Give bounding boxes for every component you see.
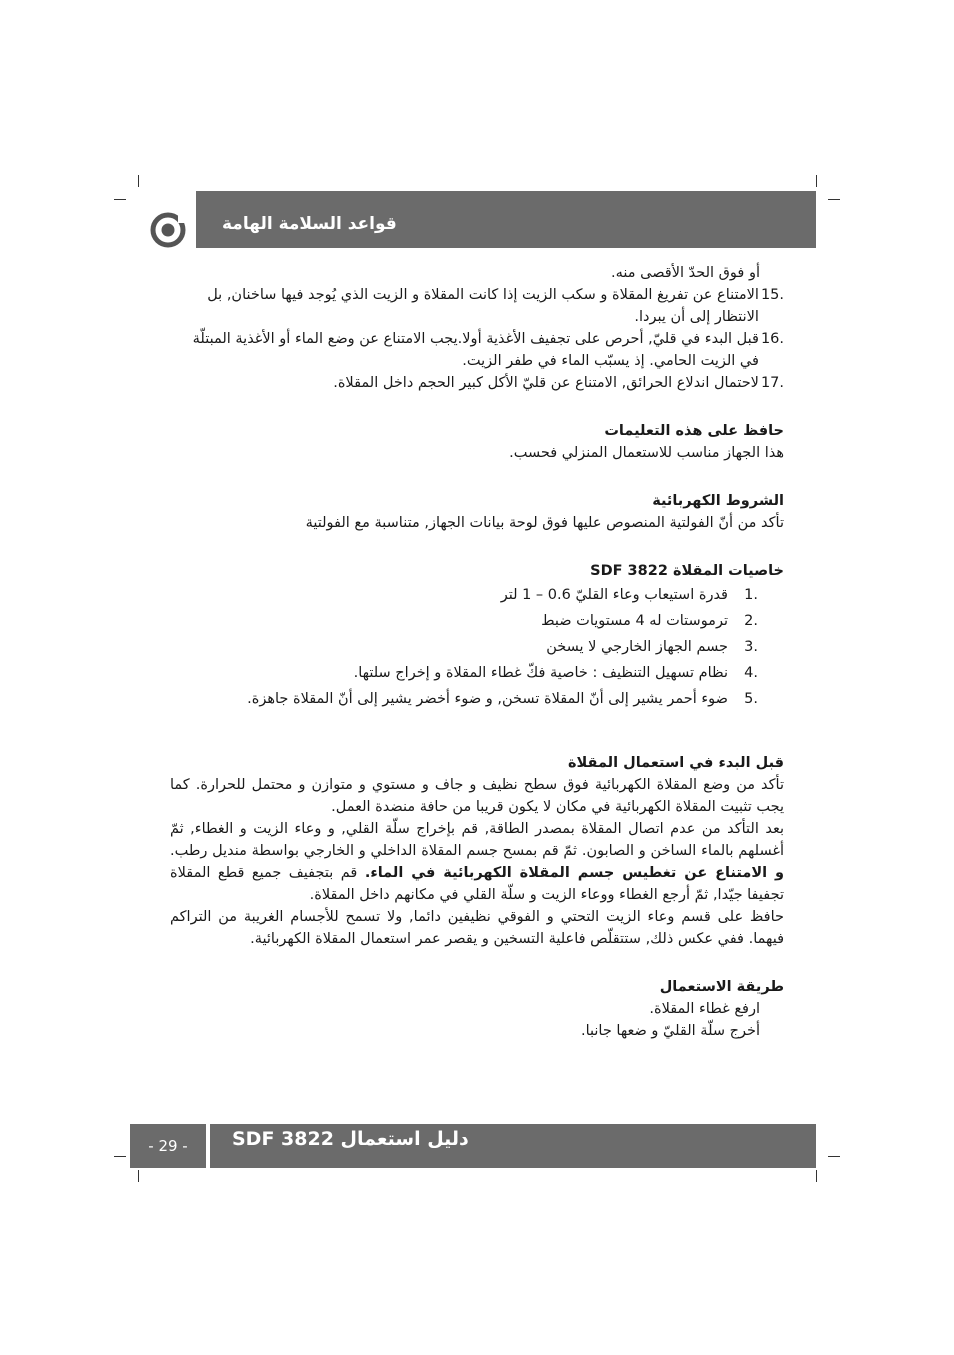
section-heading-before-use: قبل البدء في استعمال المقلاة — [567, 755, 784, 771]
crop-mark — [828, 199, 840, 200]
list-item — [170, 634, 758, 660]
page-number: - 29 - — [130, 1124, 206, 1168]
crop-mark — [138, 175, 139, 187]
item-text: قدرة استيعاب وعاء القليّ 0.6 – 1 لتر — [500, 587, 728, 603]
section-heading-features: خاصيات المقلاة SDF 3822 — [590, 563, 784, 579]
list-item — [170, 608, 758, 634]
crop-mark — [816, 1170, 817, 1182]
item-text: نظام تسهيل التنظيف : خاصية فكّ غطاء المقلاة و إخراج سلتها. — [353, 665, 728, 681]
paragraph-text: قم بتجفيف جميع قطع المقلاة تجفيفا جيّدا, ثمّ أرجع الغطاء ووعاء الزيت و سلّة القلي في مكانهم داخل المقلاة. — [170, 865, 784, 903]
item-text: أو فوق الحدّ الأقصى منه. — [611, 265, 760, 281]
item-number — [762, 262, 784, 284]
item-text: قبل البدء في قليّ, أحرص على تجفيف الأغذية أولا.يجب الامتناع عن وضع الماء أو الأغذية المبتلّة في الزيت الحامي. إذ يسبّب الماء في طفر الزيت. — [192, 331, 759, 369]
item-number: 15. — [760, 287, 784, 303]
item-text: ضوء أحمر يشير إلى أنّ المقلاة تسخن, و ضوء أخضر يشير إلى أنّ المقلاة جاهزة. — [247, 691, 728, 707]
item-number: 17. — [760, 375, 784, 391]
list-item — [170, 262, 784, 284]
crop-mark — [828, 1156, 840, 1157]
item-number: 2. — [744, 613, 758, 629]
list-item — [170, 686, 758, 712]
list-item — [170, 582, 758, 608]
list-item — [170, 284, 784, 328]
item-text: جسم الجهاز الخارجي لا يسخن — [546, 639, 728, 655]
item-number: 5. — [744, 691, 758, 707]
crop-mark — [816, 175, 817, 187]
usage-step: أخرج سلّة القليّ و ضعها جانبا. — [580, 1023, 760, 1039]
section-heading-usage: طريقة الاستعمال — [659, 979, 784, 995]
section-heading-keep-instructions: حافظ على هذه التعليمات — [604, 423, 784, 439]
paragraph-text: بعد التأكد من عدم اتصال المقلاة بمصدر الطاقة, قم بإخراج سلّة القلي, و وعاء الزيت و الغطاء, ثمّ أغسلهم بالماء الساخن و الصابون. ثمّ قم بمسح جسم المقلاة الداخلي و الخارجي بواسطة منديل رطب. — [170, 821, 784, 859]
footer-title: دليل استعمال SDF 3822 — [232, 1128, 469, 1150]
item-number: 1. — [744, 587, 758, 603]
item-number: 3. — [744, 639, 758, 655]
item-text: ترموستات له 4 مستويات ضبط — [541, 613, 728, 629]
item-number: 16. — [760, 331, 784, 347]
safety-list — [170, 262, 784, 394]
page-title: قواعد السلامة الهامة — [222, 214, 397, 234]
item-number: 4. — [744, 665, 758, 681]
crop-mark — [114, 1156, 126, 1157]
item-text: لاحتمال اندلاع الحرائق, الامتناع عن قليّ الأكل كبير الحجم داخل المقلاة. — [333, 375, 759, 391]
paragraph: تأكد من وضع المقلاة الكهربائية فوق سطح نظيف و جاف و مستوي و متوازن و محتمل للحرارة. كما يجب تثبيت المقلاة الكهربائية في مكان لا يكون قريبا من حافة منضدة العمل. — [170, 777, 784, 815]
main-content — [170, 262, 784, 1042]
list-item — [170, 660, 758, 686]
paragraph — [170, 818, 784, 906]
features-list — [170, 582, 784, 712]
list-item — [170, 372, 784, 394]
section-text: تأكد من أنّ الفولتية المنصوص عليها فوق لوحة بيانات الجهاز, متناسبة مع الفولتية — [305, 515, 784, 531]
section-text: هذا الجهاز مناسب للاستعمال المنزلي فحسب. — [509, 445, 784, 461]
section-heading-electrical: الشروط الكهربائية — [652, 493, 784, 509]
brand-logo-icon — [150, 211, 188, 249]
crop-mark — [138, 1170, 139, 1182]
list-item — [170, 328, 784, 372]
paragraph: حافظ على قسم وعاء الزيت التحتي و الفوقي نظيفين دائما, ولا تسمح للأجسام الغريبة من التراكم فيهما. ففي عكس ذلك, ستتقلّص فاعلية التسخين و يقصر عمر استعمال المقلاة الكهربائية. — [170, 909, 784, 947]
crop-mark — [114, 199, 126, 200]
usage-step: ارفع غطاء المقلاة. — [649, 1001, 760, 1017]
item-text: الامتناع عن تفريغ المقلاة و سكب الزيت إذا كانت المقلاة و الزيت الذي يُوجد فيها ساخنان, بل الانتظار إلى أن يبردا. — [207, 287, 759, 325]
warning-text: و الامتناع عن تغطيس جسم المقلاة الكهربائية في الماء. — [364, 865, 784, 881]
